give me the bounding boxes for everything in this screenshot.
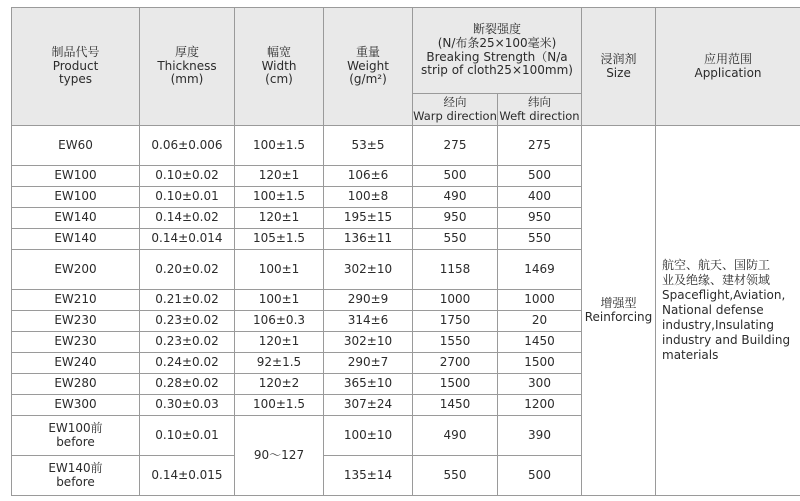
cell-product: EW300: [12, 395, 140, 416]
cell-weight: 100±8: [324, 187, 413, 208]
cell-weight: 53±5: [324, 126, 413, 166]
cell-warp: 1750: [413, 311, 498, 332]
header-strength-cn-unit: (N/布条25×100毫米): [437, 35, 557, 50]
header-weight-en: Weight: [347, 58, 389, 73]
cell-warp: 500: [413, 166, 498, 187]
header-weft-cn: 纬向: [528, 95, 551, 110]
header-product-en-2: types: [58, 72, 93, 87]
application-en-2: National defense: [662, 303, 764, 317]
header-warp: [413, 94, 498, 126]
cell-application: [656, 126, 800, 496]
cell-size: [582, 126, 656, 496]
cell-thickness: 0.28±0.02: [140, 374, 235, 395]
header-width-unit: (cm): [265, 72, 293, 87]
header-strength-en-1: Breaking Strength（N/a: [426, 49, 568, 64]
cell-product: [12, 456, 140, 496]
cell-warp: 1550: [413, 332, 498, 353]
cell-thickness: 0.23±0.02: [140, 311, 235, 332]
cell-thickness: 0.24±0.02: [140, 353, 235, 374]
cell-weight: 302±10: [324, 332, 413, 353]
application-cn-1: 航空、航天、国防工: [662, 258, 771, 272]
header-application-en: Application: [694, 65, 762, 80]
header-weight: [324, 8, 413, 126]
cell-warp: 490: [413, 416, 498, 456]
cell-weight: 290±7: [324, 353, 413, 374]
cell-product-line-1: EW100前: [48, 420, 103, 435]
cell-product: EW230: [12, 332, 140, 353]
cell-weft: 950: [498, 208, 582, 229]
header-application: [656, 8, 800, 126]
cell-product-line-1: EW140前: [48, 460, 103, 475]
cell-product: EW140: [12, 208, 140, 229]
cell-warp: 550: [413, 229, 498, 250]
header-size: [582, 8, 656, 126]
cell-warp: 275: [413, 126, 498, 166]
cell-weight: 307±24: [324, 395, 413, 416]
cell-weight: 135±14: [324, 456, 413, 496]
cell-product: EW230: [12, 311, 140, 332]
cell-product: EW100: [12, 187, 140, 208]
header-strength-en-2: strip of cloth25×100mm): [421, 63, 573, 78]
cell-thickness: 0.06±0.006: [140, 126, 235, 166]
header-thickness-unit: (mm): [170, 72, 204, 87]
cell-warp: 1500: [413, 374, 498, 395]
cell-weight: 365±10: [324, 374, 413, 395]
application-cn-2: 业及绝缘、建材领域: [662, 273, 771, 287]
cell-thickness: 0.30±0.03: [140, 395, 235, 416]
header-product-en-1: Product: [52, 58, 99, 73]
cell-product: EW140: [12, 229, 140, 250]
cell-thickness: 0.14±0.015: [140, 456, 235, 496]
cell-weight: 106±6: [324, 166, 413, 187]
cell-width: 120±1: [235, 332, 324, 353]
size-en: Reinforcing: [584, 309, 653, 324]
cell-weft: 275: [498, 126, 582, 166]
header-product-cn: 制品代号: [51, 44, 100, 59]
cell-width: 105±1.5: [235, 229, 324, 250]
cell-width: 100±1.5: [235, 126, 324, 166]
cell-thickness: 0.21±0.02: [140, 290, 235, 311]
cell-width: 120±1: [235, 208, 324, 229]
cell-width: 100±1.5: [235, 187, 324, 208]
cell-weft: 20: [498, 311, 582, 332]
header-warp-en: Warp direction: [413, 108, 497, 123]
cell-weight: 302±10: [324, 250, 413, 290]
cell-product: [12, 416, 140, 456]
cell-weft: 1200: [498, 395, 582, 416]
cell-width: 120±1: [235, 166, 324, 187]
header-width: [235, 8, 324, 126]
header-warp-cn: 经向: [443, 95, 467, 110]
cell-weft: 1469: [498, 250, 582, 290]
cell-thickness: 0.10±0.02: [140, 166, 235, 187]
cell-width: 92±1.5: [235, 353, 324, 374]
cell-warp: 1450: [413, 395, 498, 416]
header-weight-unit: (g/m²): [349, 72, 387, 87]
cell-product-line-2: before: [56, 474, 95, 489]
cell-weft: 390: [498, 416, 582, 456]
header-strength: [413, 8, 582, 94]
header-weft: [498, 94, 582, 126]
cell-weft: 500: [498, 456, 582, 496]
cell-weight: 100±10: [324, 416, 413, 456]
cell-weft: 400: [498, 187, 582, 208]
cell-thickness: 0.20±0.02: [140, 250, 235, 290]
cell-width: 100±1: [235, 290, 324, 311]
cell-warp: 1000: [413, 290, 498, 311]
cell-width-merged: 90～127: [235, 416, 324, 496]
header-size-en: Size: [606, 65, 631, 80]
application-en-5: materials: [662, 348, 719, 362]
cell-thickness: 0.10±0.01: [140, 187, 235, 208]
header-application-cn: 应用范围: [704, 51, 753, 66]
cell-product: EW100: [12, 166, 140, 187]
application-en-1: Spaceflight,Aviation,: [662, 288, 786, 302]
cell-weft: 500: [498, 166, 582, 187]
cell-weft: 550: [498, 229, 582, 250]
cell-width: 100±1: [235, 250, 324, 290]
cell-weight: 314±6: [324, 311, 413, 332]
cell-product: EW240: [12, 353, 140, 374]
cell-product: EW60: [12, 126, 140, 166]
cell-warp: 950: [413, 208, 498, 229]
header-width-cn: 幅宽: [266, 44, 291, 59]
size-cn: 增强型: [600, 295, 637, 310]
cell-warp: 1158: [413, 250, 498, 290]
header-thickness-en: Thickness: [157, 58, 217, 73]
cell-width: 100±1.5: [235, 395, 324, 416]
cell-warp: 550: [413, 456, 498, 496]
cell-weft: 300: [498, 374, 582, 395]
cell-thickness: 0.14±0.014: [140, 229, 235, 250]
cell-thickness: 0.23±0.02: [140, 332, 235, 353]
cell-weight: 290±9: [324, 290, 413, 311]
cell-weft: 1000: [498, 290, 582, 311]
header-size-cn: 浸润剂: [600, 51, 637, 66]
cell-width: 120±2: [235, 374, 324, 395]
header-strength-cn: 断裂强度: [473, 21, 522, 36]
cell-weft: 1450: [498, 332, 582, 353]
cell-product: EW200: [12, 250, 140, 290]
table-row: [12, 126, 800, 166]
product-spec-table: [11, 7, 800, 496]
application-en-4: industry and Building: [662, 333, 791, 347]
cell-product: EW280: [12, 374, 140, 395]
header-weft-en: Weft direction: [499, 108, 580, 123]
cell-product: EW210: [12, 290, 140, 311]
cell-weight: 195±15: [324, 208, 413, 229]
cell-thickness: 0.14±0.02: [140, 208, 235, 229]
application-en-3: industry,Insulating: [662, 318, 774, 332]
cell-weight: 136±11: [324, 229, 413, 250]
cell-weft: 1500: [498, 353, 582, 374]
cell-product-line-2: before: [56, 434, 95, 449]
cell-warp: 490: [413, 187, 498, 208]
cell-width: 106±0.3: [235, 311, 324, 332]
header-thickness: [140, 8, 235, 126]
cell-warp: 2700: [413, 353, 498, 374]
header-weight-cn: 重量: [355, 44, 380, 59]
header-width-en: Width: [261, 58, 297, 73]
header-product: [12, 8, 140, 126]
cell-thickness: 0.10±0.01: [140, 416, 235, 456]
header-thickness-cn: 厚度: [174, 44, 199, 59]
